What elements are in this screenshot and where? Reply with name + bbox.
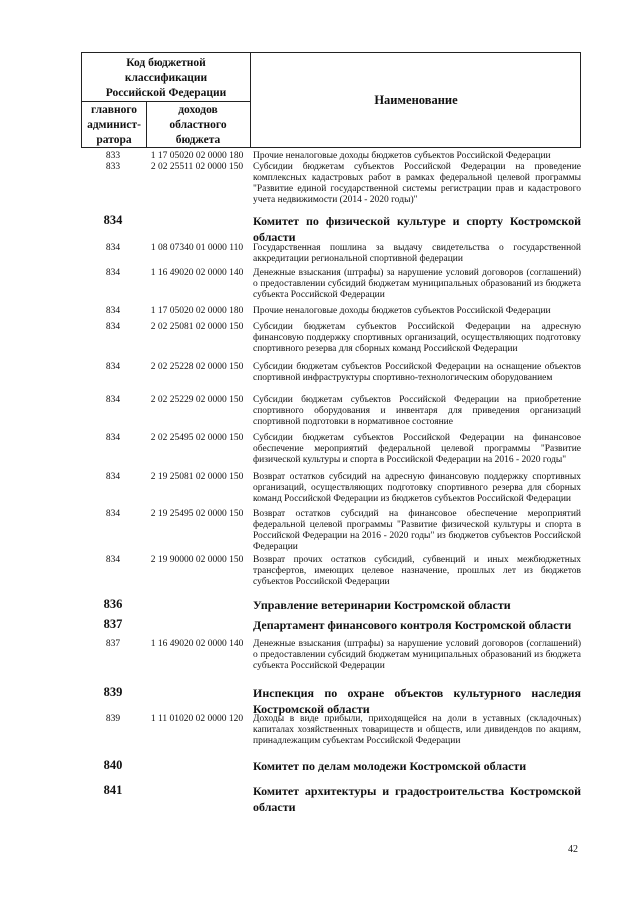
income-code: 1 11 01020 02 0000 120	[150, 714, 244, 724]
admin-code: 839	[105, 714, 121, 724]
income-code: 2 02 25228 02 0000 150	[150, 362, 244, 372]
item-name: Прочие неналоговые доходы бюджетов субъектов Российской Федерации	[253, 151, 551, 161]
admin-code: 834	[105, 306, 121, 316]
item-name: Возврат остатков субсидий на адресную финансовую поддержку спортивных организаций, осуществляющих подготовку спортивного резерва для сборных команд Российской Федерации из бюджетов субъектов Российской Федерации	[253, 472, 581, 504]
admin-code: 841	[103, 783, 123, 797]
item-name: Субсидии бюджетам субъектов Российской Федерации на оснащение объектов спортивной инфраструктуры спортивно-технологическим оборудованием	[253, 362, 581, 383]
item-name: Комитет по делам молодежи Костромской области	[253, 759, 527, 773]
admin-code: 834	[105, 322, 121, 332]
admin-code: 834	[105, 472, 121, 482]
item-name: Инспекция по охране объектов культурного наследия Костромской области	[253, 686, 581, 716]
admin-code: 834	[105, 509, 121, 519]
income-code: 2 02 25495 02 0000 150	[150, 433, 244, 443]
code-group-heading: Код бюджетной классификации Российской Федерации	[105, 57, 227, 99]
income-code: 2 02 25229 02 0000 150	[150, 395, 244, 405]
admin-column-heading: главного админист-ратора	[87, 104, 141, 146]
item-name: Денежные взыскания (штрафы) за нарушение условий договоров (соглашений) о предоставлении субсидий бюджетам муниципальных образований из бюджета субъекта Российской Федерации	[253, 268, 581, 300]
item-name: Управление ветеринарии Костромской области	[253, 598, 511, 612]
item-name: Субсидии бюджетам субъектов Российской Федерации на адресную финансовую поддержку спортивных организаций, осуществляющих подготовку спортивного резерва для сборных команд Российской Федерации	[253, 322, 581, 354]
admin-code: 834	[105, 362, 121, 372]
income-code: 2 02 25511 02 0000 150	[150, 162, 244, 172]
income-code: 2 19 25081 02 0000 150	[150, 472, 244, 482]
income-code: 1 16 49020 02 0000 140	[150, 639, 244, 649]
item-name: Прочие неналоговые доходы бюджетов субъектов Российской Федерации	[253, 306, 551, 316]
admin-code: 833	[105, 151, 121, 161]
item-name: Денежные взыскания (штрафы) за нарушение условий договоров (соглашений) о предоставлении субсидий бюджетам муниципальных образований из бюджета субъекта Российской Федерации	[253, 639, 581, 671]
admin-code: 834	[105, 433, 121, 443]
income-code: 1 08 07340 01 0000 110	[150, 243, 244, 253]
admin-code: 834	[105, 555, 121, 565]
item-name: Возврат остатков субсидий на финансовое обеспечение мероприятий федеральной целевой программы "Развитие физической культуры и спорта в Российской Федерации на 2016 - 2020 годы" из бюджетов субъектов Российской Федерации	[253, 509, 581, 552]
table-header	[81, 52, 581, 148]
admin-code: 834	[105, 243, 121, 253]
item-name: Комитет архитектуры и градостроительства Костромской области	[253, 784, 581, 814]
income-code: 2 19 25495 02 0000 150	[150, 509, 244, 519]
page-number: 42	[568, 844, 578, 855]
item-name: Субсидии бюджетам субъектов Российской Федерации на приобретение спортивного оборудования и инвентаря для приведения организаций спортивной подготовки в нормативное состояние	[253, 395, 581, 427]
item-name: Субсидии бюджетам субъектов Российской Федерации на финансовое обеспечение мероприятий федеральной целевой программы "Развитие физической культуры и спорта в Российской Федерации на 2016 - 2020 годы"	[253, 433, 581, 465]
item-name: Государственная пошлина за выдачу свидетельства о государственной аккредитации региональной спортивной федерации	[253, 243, 581, 264]
admin-code: 840	[103, 758, 123, 772]
income-code: 2 02 25081 02 0000 150	[150, 322, 244, 332]
admin-code: 836	[103, 597, 123, 611]
item-name: Возврат прочих остатков субсидий, субвенций и иных межбюджетных трансфертов, имеющих целевое назначение, прошлых лет из бюджетов субъектов Российской Федерации	[253, 555, 581, 587]
admin-code: 834	[105, 395, 121, 405]
admin-code: 833	[105, 162, 121, 172]
income-code: 1 17 05020 02 0000 180	[150, 306, 244, 316]
income-code: 2 19 90000 02 0000 150	[150, 555, 244, 565]
admin-code: 837	[103, 617, 123, 631]
income-column-heading: доходов областного бюджета	[169, 104, 227, 146]
admin-code: 837	[105, 639, 121, 649]
item-name: Департамент финансового контроля Костромской области	[253, 618, 572, 632]
item-name: Комитет по физической культуре и спорту Костромской области	[253, 214, 581, 244]
admin-code: 839	[103, 685, 123, 699]
item-name: Доходы в виде прибыли, приходящейся на доли в уставных (складочных) капиталах хозяйственных товариществ и обществ, или дивидендов по акциям, принадлежащим субъектам Российской Федерации	[253, 714, 581, 746]
name-column-heading: Наименование	[374, 93, 458, 107]
admin-code: 834	[105, 268, 121, 278]
income-code: 1 16 49020 02 0000 140	[150, 268, 244, 278]
item-name: Субсидии бюджетам субъектов Российской Федерации на проведение комплексных кадастровых работ в рамках федеральной целевой программы "Развитие единой государственной системы регистрации прав и кадастрового учета недвижимости (2014 - 2020 годы)"	[253, 162, 581, 205]
income-code: 1 17 05020 02 0000 180	[150, 151, 244, 161]
admin-code: 834	[103, 213, 123, 227]
